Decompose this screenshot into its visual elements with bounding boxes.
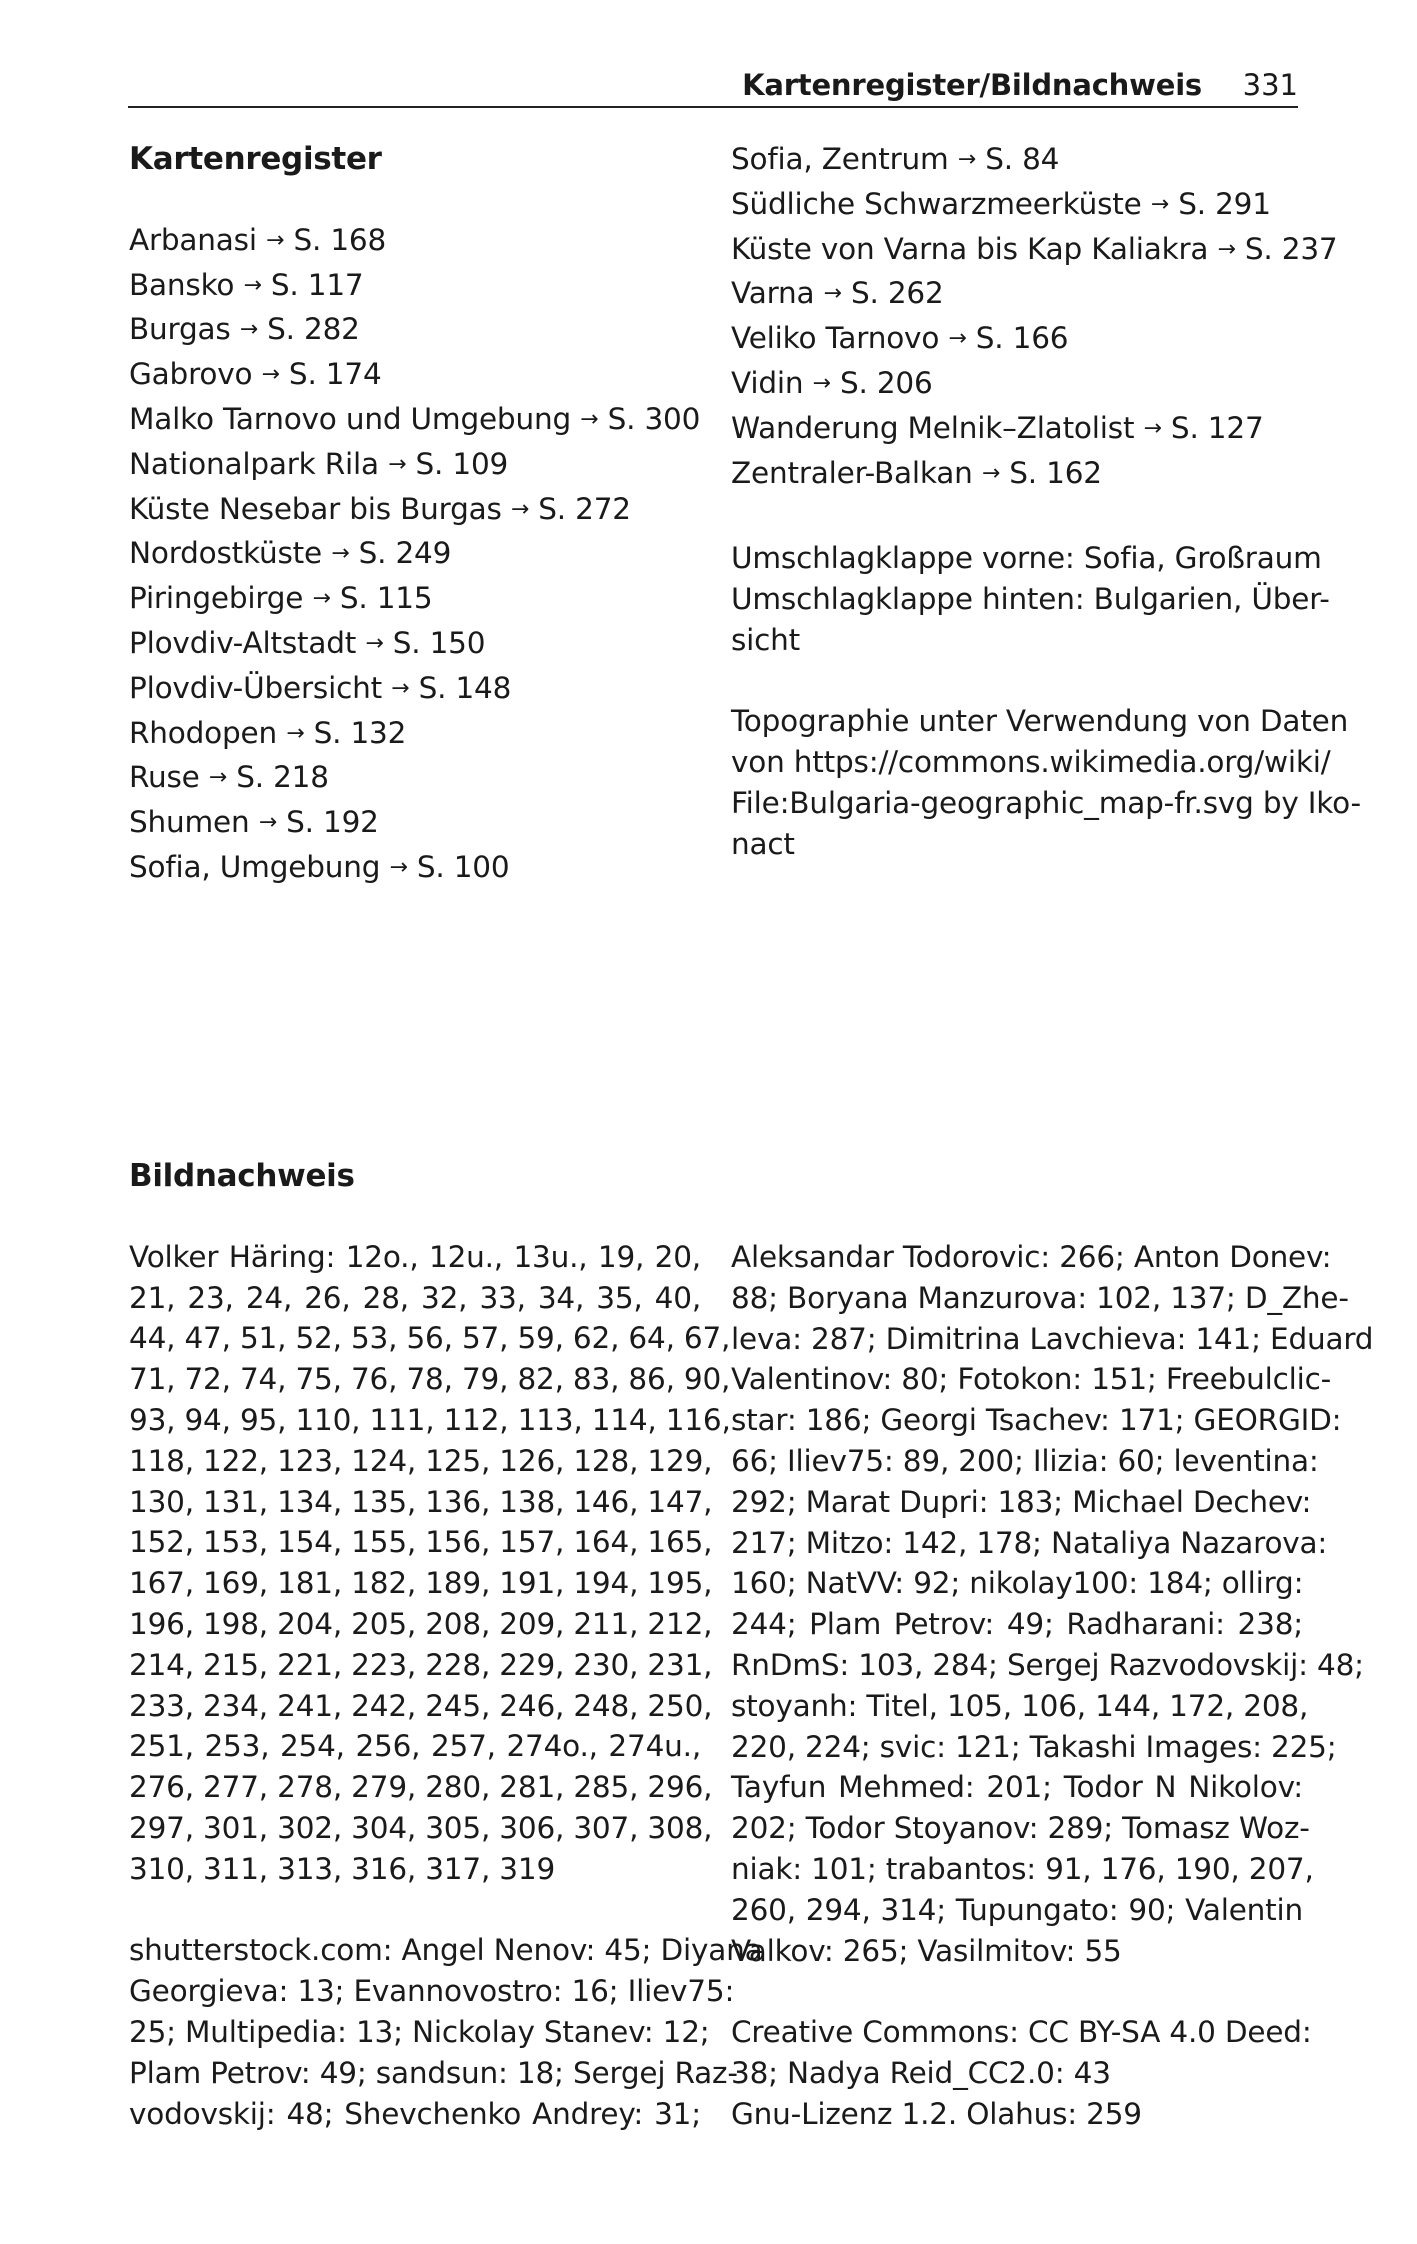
arrow-right-icon: → xyxy=(365,630,384,656)
map-page-ref: S. 282 xyxy=(267,312,360,347)
kartenregister-left-column xyxy=(129,139,701,892)
map-name: Burgas xyxy=(129,312,231,347)
map-name: Veliko Tarnovo xyxy=(731,321,940,356)
text-line: leva: 287; Dimitrina Lavchieva: 141; Eduard xyxy=(731,1321,1374,1356)
text-line: 167, 169, 181, 182, 189, 191, 194, 195, xyxy=(129,1566,713,1601)
text-line: Tayfun Mehmed: 201; Todor N Nikolov: xyxy=(731,1770,1303,1805)
arrow-right-icon: → xyxy=(388,451,407,477)
map-index-entry xyxy=(731,408,1303,453)
creative-commons-credits xyxy=(731,2012,1312,2134)
arrow-right-icon: → xyxy=(1150,191,1169,217)
map-page-ref: S. 166 xyxy=(975,321,1069,356)
text-line: 38; Nadya Reid_CC2.0: 43 xyxy=(731,2055,1111,2090)
text-line: 214, 215, 221, 223, 228, 229, 230, 231, xyxy=(129,1647,713,1682)
text-line: Creative Commons: CC BY-SA 4.0 Deed: xyxy=(731,2015,1312,2050)
text-line: 260, 294, 314; Tupungato: 90; Valentin xyxy=(731,1892,1303,1927)
arrow-right-icon: → xyxy=(981,460,1001,486)
text-line: 276, 277, 278, 279, 280, 281, 285, 296, xyxy=(129,1770,713,1805)
map-index-entry xyxy=(129,713,701,758)
arrow-right-icon: → xyxy=(957,147,976,172)
map-name: Shumen xyxy=(129,805,250,840)
map-name: Zentraler-Balkan xyxy=(731,455,973,490)
text-line: 220, 224; svic: 121; Takashi Images: 225; xyxy=(731,1729,1337,1764)
text-line: Umschlagklappe vorne: Sofia, Großraum xyxy=(731,541,1322,576)
arrow-right-icon: → xyxy=(391,675,410,701)
map-page-ref: S. 300 xyxy=(607,401,701,436)
map-name: Küste Nesebar bis Burgas xyxy=(129,491,502,526)
text-line: shutterstock.com: Angel Nenov: 45; Diyana xyxy=(129,1933,763,1968)
map-page-ref: S. 218 xyxy=(236,760,329,795)
arrow-right-icon: → xyxy=(510,496,530,522)
umschlag-note xyxy=(731,538,1330,660)
arrow-right-icon: → xyxy=(948,326,967,352)
map-page-ref: S. 150 xyxy=(392,625,486,660)
arrow-right-icon: → xyxy=(239,317,258,343)
map-index-entry xyxy=(129,265,701,310)
bildnachweis-left-column xyxy=(129,1156,763,2134)
text-line: Georgieva: 13; Evannovostro: 16; Iliev75: xyxy=(129,1974,735,2009)
map-page-ref: S. 115 xyxy=(339,581,433,616)
text-line: niak: 101; trabantos: 91, 176, 190, 207, xyxy=(731,1851,1314,1886)
arrow-right-icon: → xyxy=(243,272,262,298)
text-line: 66; Iliev75: 89, 200; Ilizia: 60; leventina: xyxy=(731,1443,1319,1478)
arrow-right-icon: → xyxy=(580,406,599,432)
map-page-ref: S. 206 xyxy=(839,365,933,400)
text-line: 233, 234, 241, 242, 245, 246, 248, 250, xyxy=(129,1688,713,1723)
text-line: 71, 72, 74, 75, 76, 78, 79, 82, 83, 86, 90, xyxy=(129,1362,731,1397)
map-page-ref: S. 272 xyxy=(538,491,631,526)
map-index-entry xyxy=(129,668,701,713)
text-line: star: 186; Georgi Tsachev: 171; GEORGID: xyxy=(731,1403,1342,1438)
map-page-ref: S. 162 xyxy=(1009,455,1102,490)
map-index-entry xyxy=(129,309,701,354)
other-credits xyxy=(731,1237,1374,1971)
text-line: Gnu-Lizenz 1.2. Olahus: 259 xyxy=(731,2096,1142,2131)
shutterstock-credits xyxy=(129,1930,763,2134)
map-page-ref: S. 84 xyxy=(985,142,1060,176)
arrow-right-icon: → xyxy=(286,720,305,746)
map-name: Nationalpark Rila xyxy=(129,446,379,481)
map-name: Plovdiv-Übersicht xyxy=(129,670,382,705)
text-line: Umschlagklappe hinten: Bulgarien, Über- xyxy=(731,581,1330,616)
map-name: Malko Tarnovo und Umgebung xyxy=(129,401,571,436)
map-index-entry xyxy=(129,399,701,444)
map-page-ref: S. 192 xyxy=(286,805,379,840)
kartenregister-list-left xyxy=(129,220,701,892)
map-index-entry xyxy=(129,757,701,802)
text-line: Aleksandar Todorovic: 266; Anton Donev: xyxy=(731,1240,1332,1274)
text-line: sicht xyxy=(731,622,801,657)
haering-credits xyxy=(129,1237,731,1890)
map-name: Gabrovo xyxy=(129,357,253,392)
text-line: 251, 253, 254, 256, 257, 274o., 274u., xyxy=(129,1729,701,1764)
map-page-ref: S. 174 xyxy=(288,357,382,392)
text-line: 196, 198, 204, 205, 208, 209, 211, 212, xyxy=(129,1606,713,1641)
arrow-right-icon: → xyxy=(312,586,331,612)
text-line: 244; Plam Petrov: 49; Radharani: 238; xyxy=(731,1607,1303,1642)
text-line: Valkov: 265; Vasilmitov: 55 xyxy=(731,1933,1122,1968)
text-line: 130, 131, 134, 135, 136, 138, 146, 147, xyxy=(129,1484,713,1519)
text-line: 21, 23, 24, 26, 28, 32, 33, 34, 35, 40, xyxy=(129,1280,701,1315)
map-index-entry xyxy=(129,533,701,578)
text-line: 160; NatVV: 92; nikolay100: 184; ollirg: xyxy=(731,1566,1304,1601)
map-name: Sofia, Umgebung xyxy=(129,849,381,884)
bildnachweis-title: Bildnachweis xyxy=(129,1158,355,1194)
map-name: Vidin xyxy=(731,365,804,400)
text-line: 152, 153, 154, 155, 156, 157, 164, 165, xyxy=(129,1525,713,1560)
map-index-entry xyxy=(731,318,1303,363)
arrow-right-icon: → xyxy=(812,370,831,396)
map-page-ref: S. 291 xyxy=(1178,186,1271,221)
text-line: vodovskij: 48; Shevchenko Andrey: 31; xyxy=(129,2096,701,2131)
arrow-right-icon: → xyxy=(1143,415,1162,441)
map-index-entry xyxy=(731,453,1303,498)
map-index-entry xyxy=(129,578,701,623)
map-name: Südliche Schwarzmeerküste xyxy=(731,186,1142,221)
map-name: Wanderung Melnik–Zlatolist xyxy=(731,410,1135,445)
topographie-note xyxy=(731,701,1361,864)
map-page-ref: S. 132 xyxy=(313,715,407,750)
text-line: 292; Marat Dupri: 183; Michael Dechev: xyxy=(731,1484,1312,1519)
map-name: Nordostküste xyxy=(129,536,322,571)
map-name: Küste von Varna bis Kap Kaliakra xyxy=(731,231,1209,266)
map-index-entry xyxy=(731,184,1303,229)
arrow-right-icon: → xyxy=(389,854,408,880)
map-name: Rhodopen xyxy=(129,715,277,750)
map-page-ref: S. 127 xyxy=(1170,410,1264,445)
map-index-entry xyxy=(129,354,701,399)
map-page-ref: S. 100 xyxy=(416,849,510,884)
text-line: 217; Mitzo: 142, 178; Nataliya Nazarova: xyxy=(731,1525,1328,1560)
text-line: RnDmS: 103, 284; Sergej Razvodovskij: 48; xyxy=(731,1647,1364,1682)
text-line: Volker Häring: 12o., 12u., 13u., 19, 20, xyxy=(129,1239,701,1274)
map-page-ref: S. 148 xyxy=(418,670,512,705)
text-line: von https://commons.wikimedia.org/wiki/ xyxy=(731,745,1331,780)
kartenregister-right-column xyxy=(731,139,1361,865)
map-name: Arbanasi xyxy=(129,222,257,257)
kartenregister-title: Kartenregister xyxy=(129,141,382,177)
arrow-right-icon: → xyxy=(331,541,350,567)
map-index-entry xyxy=(731,139,1303,184)
map-index-entry xyxy=(129,489,701,534)
kartenregister-list-right xyxy=(731,139,1338,497)
map-index-entry xyxy=(731,229,1338,274)
arrow-right-icon: → xyxy=(261,362,280,388)
map-index-entry xyxy=(731,273,1303,318)
text-line: 297, 301, 302, 304, 305, 306, 307, 308, xyxy=(129,1810,713,1845)
arrow-right-icon: → xyxy=(266,227,285,253)
text-line: File:Bulgaria-geographic_map-fr.svg by Iko- xyxy=(731,785,1361,820)
text-line: 25; Multipedia: 13; Nickolay Stanev: 12; xyxy=(129,2014,710,2049)
arrow-right-icon: → xyxy=(823,281,842,307)
map-page-ref: S. 262 xyxy=(850,276,944,311)
map-page-ref: S. 117 xyxy=(270,267,364,302)
running-head: Kartenregister/Bildnachweis xyxy=(742,68,1202,102)
text-line: 93, 94, 95, 110, 111, 112, 113, 114, 116, xyxy=(129,1402,731,1437)
text-line: nact xyxy=(731,826,795,861)
text-line: 88; Boryana Manzurova: 102, 137; D_Zhe- xyxy=(731,1280,1349,1315)
page-header xyxy=(128,62,1298,108)
map-index-entry xyxy=(731,363,1303,408)
map-index-entry xyxy=(129,220,701,265)
arrow-right-icon: → xyxy=(1217,236,1236,262)
map-page-ref: S. 237 xyxy=(1244,231,1338,266)
map-page-ref: S. 109 xyxy=(415,446,509,481)
map-index-entry xyxy=(129,444,701,489)
text-line: 118, 122, 123, 124, 125, 126, 128, 129, xyxy=(129,1443,713,1478)
arrow-right-icon: → xyxy=(258,810,277,836)
map-name: Ruse xyxy=(129,760,200,795)
map-name: Piringebirge xyxy=(129,581,304,616)
map-name: Bansko xyxy=(129,267,235,302)
page-number: 331 xyxy=(1242,68,1298,102)
text-line: Valentinov: 80; Fotokon: 151; Freebulclic- xyxy=(731,1362,1332,1397)
bildnachweis-right-column xyxy=(731,1237,1374,2135)
text-line: Plam Petrov: 49; sandsun: 18; Sergej Raz- xyxy=(129,2055,738,2090)
text-line: 202; Todor Stoyanov: 289; Tomasz Woz- xyxy=(731,1811,1310,1846)
map-name: Varna xyxy=(731,276,815,311)
text-line: stoyanh: Titel, 105, 106, 144, 172, 208, xyxy=(731,1688,1309,1723)
map-name: Sofia, Zentrum xyxy=(731,142,949,176)
arrow-right-icon: → xyxy=(208,765,228,791)
map-index-entry xyxy=(129,623,701,668)
text-line: 44, 47, 51, 52, 53, 56, 57, 59, 62, 64, 67, xyxy=(129,1321,731,1356)
map-page-ref: S. 168 xyxy=(293,222,387,257)
map-page-ref: S. 249 xyxy=(358,536,452,571)
map-index-entry xyxy=(129,847,701,892)
map-index-entry xyxy=(129,802,701,847)
map-name: Plovdiv-Altstadt xyxy=(129,625,357,660)
text-line: 310, 311, 313, 316, 317, 319 xyxy=(129,1851,556,1886)
text-line: Topographie unter Verwendung von Daten xyxy=(731,704,1349,739)
